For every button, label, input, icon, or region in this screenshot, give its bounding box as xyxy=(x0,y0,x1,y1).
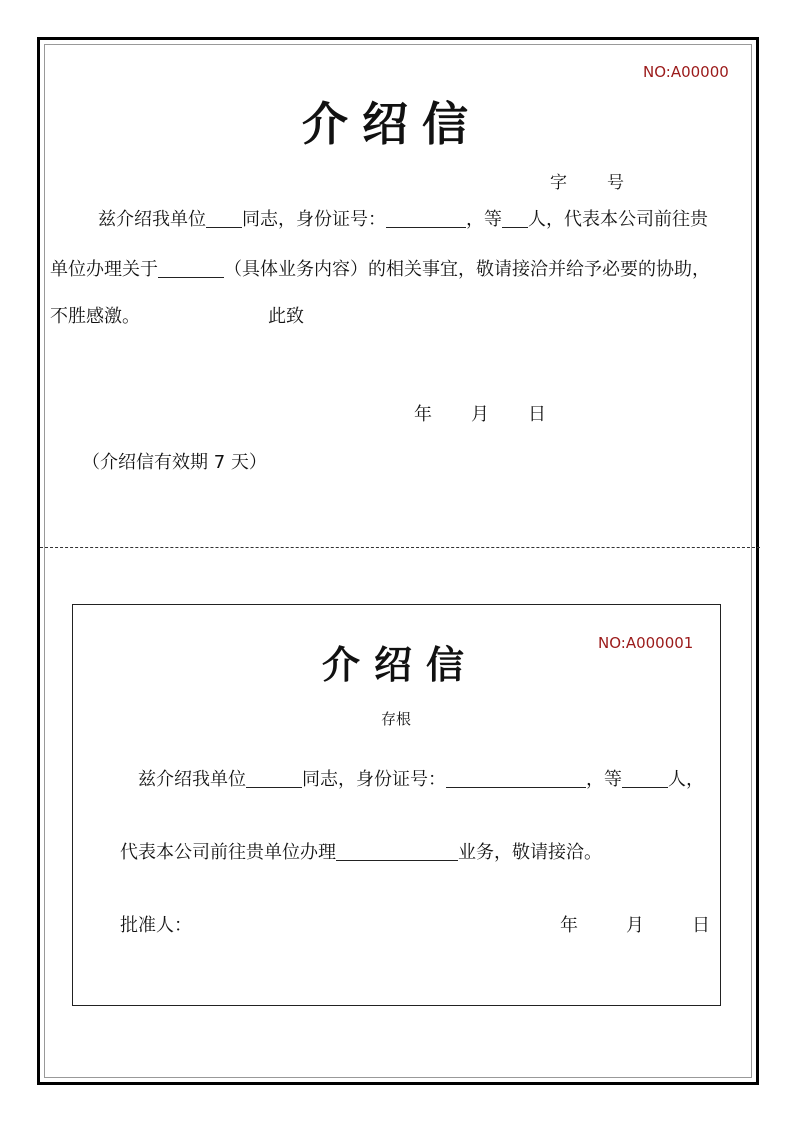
stub-line-2 xyxy=(120,838,602,864)
letter-ref-hao: 号 xyxy=(607,173,624,193)
letter-line-2 xyxy=(50,255,710,281)
line-text: 同志，身份证号： xyxy=(242,209,386,230)
stub-title: 介绍信 xyxy=(322,643,479,687)
unit-name-blank[interactable] xyxy=(206,209,242,228)
line-text: 兹介绍我单位 xyxy=(138,769,246,790)
line-text: ，等 xyxy=(586,769,622,790)
line-text: 兹介绍我单位 xyxy=(98,209,206,230)
letter-ref-zi: 字 xyxy=(550,173,567,193)
stub-serial-number: NO:A000001 xyxy=(598,634,694,652)
letter-salutation: 此致 xyxy=(268,306,304,327)
line-text: ，等 xyxy=(466,209,502,230)
line-text: 单位办理关于 xyxy=(50,259,158,280)
line-text: 业务，敬请接洽。 xyxy=(458,842,602,863)
stub-date-month: 月 xyxy=(626,915,644,936)
stub-subtitle: 存根 xyxy=(381,710,412,728)
letter-line-1 xyxy=(98,205,708,231)
stub-line-1 xyxy=(138,765,704,791)
line-text: 代表本公司前往贵单位办理 xyxy=(120,842,336,863)
stub-date-year: 年 xyxy=(560,915,578,936)
stub-business-blank[interactable] xyxy=(336,842,458,861)
letter-validity-note: （介绍信有效期 7 天） xyxy=(82,452,267,473)
cut-line xyxy=(40,547,760,548)
line-text: 人，代表本公司前往贵 xyxy=(528,209,708,230)
line-text: （具体业务内容）的相关事宜，敬请接洽并给予必要的协助， xyxy=(224,259,710,280)
letter-date-day: 日 xyxy=(528,404,546,425)
id-number-blank[interactable] xyxy=(386,209,466,228)
line-text: 同志，身份证号： xyxy=(302,769,446,790)
stub-people-count-blank[interactable] xyxy=(622,769,668,788)
stub-approver-label: 批准人： xyxy=(120,915,192,936)
stub-date-day: 日 xyxy=(692,915,710,936)
letter-line-3a: 不胜感激。 xyxy=(50,306,140,327)
stub-unit-name-blank[interactable] xyxy=(246,769,302,788)
letter-serial-number: NO:A00000 xyxy=(643,63,729,81)
stub-id-number-blank[interactable] xyxy=(446,769,586,788)
letter-title: 介绍信 xyxy=(302,97,482,151)
line-text: 人， xyxy=(668,769,704,790)
business-content-blank[interactable] xyxy=(158,259,224,278)
letter-date-year: 年 xyxy=(414,404,432,425)
people-count-blank[interactable] xyxy=(502,209,528,228)
letter-date-month: 月 xyxy=(471,404,489,425)
